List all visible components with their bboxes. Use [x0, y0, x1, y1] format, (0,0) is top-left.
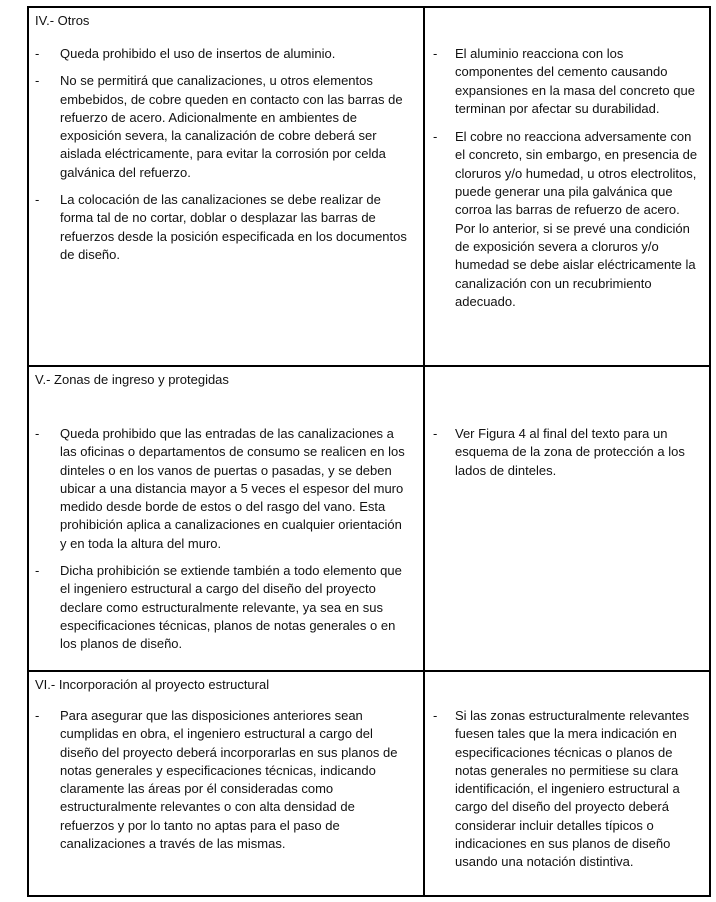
- section-iv: [28, 7, 710, 366]
- list-item: [425, 45, 709, 118]
- bullet-dash: -: [35, 192, 40, 208]
- list-item-text: Ver Figura 4 al final del texto para un esquema de la zona de protección a los lados de dinteles.: [455, 426, 685, 478]
- section-v: [28, 366, 710, 671]
- list-item: [29, 191, 423, 264]
- requirements-list: [29, 425, 423, 654]
- bullet-dash: -: [35, 563, 40, 579]
- content-table: [27, 6, 711, 897]
- section-title: V.- Zonas de ingreso y protegidas: [35, 372, 229, 387]
- list-item-text: Queda prohibido que las entradas de las canalizaciones a las oficinas o departamentos de consumo se realicen en los dinteles o en los vanos de puertas o pasadas, y se deben ubicar a una distancia mayor a 5 veces el espesor del muro medido desde borde de estos o del rasgo del vano. Esta prohibición aplica a canalizaciones en cualquier orientación y en toda la altura del muro.: [60, 426, 405, 551]
- bullet-dash: -: [433, 129, 438, 145]
- list-item: [29, 562, 423, 653]
- list-item: [29, 45, 423, 63]
- list-item: [29, 72, 423, 182]
- section-vi-left-cell: [28, 671, 424, 896]
- bullet-dash: -: [35, 426, 40, 441]
- list-item: [29, 425, 423, 553]
- list-item-text: Dicha prohibición se extiende también a todo elemento que el ingeniero estructural a cargo del diseño del proyecto declare como estructuralmente relevante, ya sea en sus especificaciones técnicas, planos de notas generales o en los planos de diseño.: [60, 563, 402, 652]
- comments-list: [425, 367, 709, 480]
- list-item-text: El cobre no reacciona adversamente con el concreto, sin embargo, en presencia de cloruros y/o humedad, u otros electrolitos, puede generar una pila galvánica que corroa las barras de refuerzo de acero. Por lo anterior, si se prevé una condición de exposición severa a cloruros y/o humedad se debe aislar eléctricamente la canalización con un recubrimiento adecuado.: [455, 129, 698, 309]
- section-title: IV.- Otros: [35, 13, 90, 28]
- section-v-right-cell: [424, 366, 710, 671]
- list-item-text: El aluminio reacciona con los componentes del cemento causando expansiones en la masa del concreto que terminan por afectar su durabilidad.: [455, 46, 695, 116]
- bullet-dash: -: [433, 426, 438, 441]
- section-v-left-cell: [28, 366, 424, 671]
- list-item-text: La colocación de las canalizaciones se debe realizar de forma tal de no cortar, doblar o desplazar las barras de refuerzos desde la posición especificada en los documentos de diseño.: [60, 192, 407, 262]
- requirements-list: [29, 45, 423, 264]
- bullet-dash: -: [433, 46, 438, 61]
- section-iv-right-cell: [424, 7, 710, 366]
- list-item: [29, 707, 423, 853]
- bullet-dash: -: [35, 708, 40, 723]
- bullet-dash: -: [433, 708, 438, 723]
- list-item: [425, 128, 709, 311]
- comments-list: [425, 8, 709, 311]
- bullet-dash: -: [35, 46, 40, 61]
- list-item-text: Si las zonas estructuralmente relevantes fuesen tales que la mera indicación en especificaciones técnicas o planos de notas generales no permitiese su clara identificación, el ingeniero estructural a cargo del diseño del proyecto deberá considerar incluir detalles típicos o indicaciones en sus planos de diseño usando una notación distintiva.: [455, 708, 690, 870]
- section-vi-right-cell: [424, 671, 710, 896]
- section-iv-left-cell: [28, 7, 424, 366]
- list-item: [425, 707, 709, 872]
- bullet-dash: -: [35, 73, 40, 89]
- section-title: VI.- Incorporación al proyecto estructural: [35, 677, 270, 692]
- section-vi: [28, 671, 710, 896]
- list-item: [425, 425, 709, 480]
- document: [27, 6, 709, 899]
- requirements-list: [29, 707, 423, 853]
- list-item-text: No se permitirá que canalizaciones, u otros elementos embebidos, de cobre queden en contacto con las barras de refuerzo de acero. Adicionalmente en ambientes de exposición severa, la canalización de cobre deberá ser aislada eléctricamente, para evitar la corrosión por celda galvánica del refuerzo.: [60, 73, 403, 180]
- list-item-text: Queda prohibido el uso de insertos de aluminio.: [60, 46, 336, 61]
- comments-list: [425, 672, 709, 872]
- list-item-text: Para asegurar que las disposiciones anteriores sean cumplidas en obra, el ingeniero estructural a cargo del diseño del proyecto deberá incorporarlas en sus planos de notas generales y especificaciones técnicas, indicando claramente las áreas por él consideradas como estructuralmente relevantes o con alta densidad de refuerzos y por lo tanto no aptas para el paso de canalizaciones a través de las mismas.: [60, 708, 398, 852]
